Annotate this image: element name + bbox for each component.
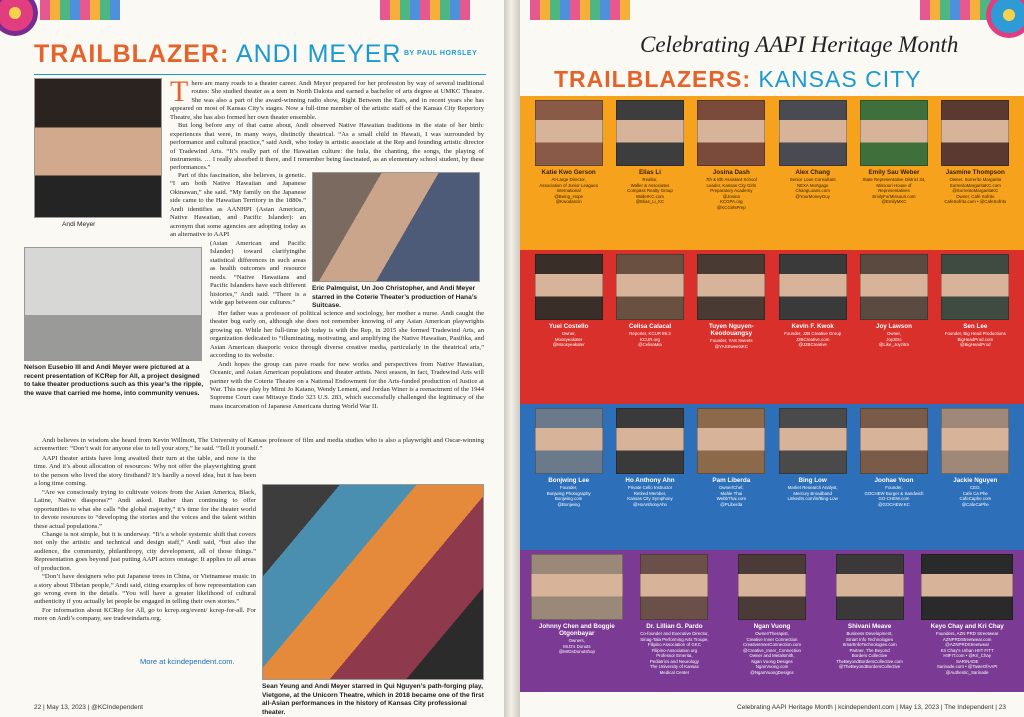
article-col-d	[34, 455, 256, 624]
leader-name: Celisa Calacal	[628, 323, 672, 330]
leader-portrait	[697, 408, 765, 474]
leader-portrait	[836, 554, 904, 620]
right-folio: Celebrating AAPI Heritage Month | kcindependent.com | May 13, 2023 | The Independent | 23	[737, 704, 1006, 711]
right-page	[520, 0, 1024, 717]
leader-card	[693, 254, 770, 404]
leader-details: 7th & 8th Assistant School Leader, Kansas City Girls Preparatory Academy @Josina KCGPA.org @KCGirlsPrep	[705, 177, 757, 210]
nelson-andi-photo	[24, 247, 202, 361]
more-link[interactable]: More at kcindependent.com.	[140, 657, 235, 666]
leader-portrait	[535, 100, 603, 166]
caption-nelson: Nelson Eusebio III and Andi Meyer were pictured at a recent presentation of KCRep for All, a project designed to take theater productions such as this year’s the ripple, the wave that carried me home, into community venues.	[24, 364, 204, 397]
article-full	[34, 437, 484, 454]
leader-card	[611, 254, 688, 404]
leader-details: Founder, GOCHEW Burger & Sandwich GO-CHEW.com @GOCHEW.KC	[864, 485, 924, 507]
paragraph-11: “Don’t have designers who put Japanese trees in China, or Vietnamese music in a story about Tibetan people,” Andi said, citing examples of how representation can go wrong even in the details. “You will have a greater likelihood of cultural authenticity if you actually let people be engaged in telling their own stories.”	[34, 573, 256, 606]
leader-details: Reporter, KCUR 89.3 KCUR.org @CelisaMia	[629, 331, 671, 348]
drop-cap: T	[170, 75, 189, 108]
byline: BY PAUL HORSLEY	[404, 50, 478, 57]
leader-name: Kevin F. Kwok	[791, 323, 834, 330]
leader-card	[628, 554, 722, 692]
paragraph-3: Part of this fascination, she believes, is genetic. “I am both Native Hawaiian and Japanese Okinawan,” she said. “My family on the Japanese side came to the Hawaiian Territory in the 1880s.” Andi identifies as AANHPI (Asian American, Native Hawaiian, and Pacific Islander): an acronym that some agencies are adopting today as an alternative to AAPI	[170, 172, 306, 239]
paragraph-8: AAPI theater artists have long awaited their turn at the table, and now is the time. And it’s about allocation of resources: Why not offer the playwrighting grant to the person who lived the story firsthand? It’s hardly a novel idea, but it has been a long time coming.	[34, 455, 256, 488]
paragraph-10: Change is not simple, but it is underway. “It’s a whole systemic shift that covers not only the artistic and technical and design staff,” Andi said, “but also the audience, the community, philanthropy, city development, all of those things.” Representation goes beyond just putting AAPI actors onstage: It applies to all areas of production.	[34, 530, 256, 572]
leader-portrait	[941, 100, 1009, 166]
leader-card	[530, 408, 607, 550]
leader-portrait	[921, 554, 1013, 620]
leader-name: Shivani Meave	[847, 623, 892, 630]
leader-portrait	[860, 100, 928, 166]
leader-card	[855, 408, 932, 550]
leader-card	[855, 254, 932, 404]
caption-sean: Sean Yeung and Andi Meyer starred in Qui Nguyen’s path-forging play, Vietgone, at the Unicorn Theatre, which in 2018 became one of the first all-Asian performances in the history of Kansas City professional theater.	[262, 683, 484, 716]
leader-details: Private Cello Instructor Retired Member, Kansas City Symphony @HoAnthonyAhn	[627, 485, 673, 507]
leader-details: Owner, Sorrerito Margarita SorreritoMargaritaKC.com @SorreritoMargaritaKC Owner, Café Sofrito CafeSofrito.com • @CafeSofrito	[944, 177, 1007, 205]
paragraph-12: For information about KCRep for All, go to kcrep.org/event/ kcrep-for-all. For more on Andi’s company, see tradewindarts.org.	[34, 606, 256, 623]
leader-portrait	[697, 100, 765, 166]
leader-name: Sen Lee	[963, 323, 988, 330]
leader-portrait	[738, 554, 806, 620]
leader-card	[725, 554, 819, 692]
leader-name: Keyo Chay and Kri Chay	[930, 623, 1004, 630]
headline-part-a: TRAILBLAZER:	[34, 40, 230, 68]
leader-card	[823, 554, 917, 692]
leader-details: Owner/Chef, Mahle Thai WebbThai.com @PLiberda	[716, 485, 747, 507]
title-part-b: KANSAS CITY	[758, 66, 922, 92]
leader-details: Business Development, Smart Info Technologies SmartInfoTechnologies.com Partner, The Beyond Borders Collective TheBeyondBordersCollective.com @TheBeyondBordersCollective	[836, 631, 903, 670]
flower-ornament	[986, 0, 1024, 38]
title-rule	[34, 74, 486, 75]
article-col-c	[210, 310, 484, 411]
leader-name: Ngan Vuong	[753, 623, 791, 630]
leader-portrait	[779, 100, 847, 166]
leader-name: Ho Anthony Ahn	[625, 477, 675, 484]
headline-part-b: ANDI MEYER	[235, 40, 402, 68]
leader-details: State Representative District 34, Missouri House of Representatives EmilyForMissouri.com @EmilyMKC	[862, 177, 926, 205]
leader-card	[530, 554, 624, 692]
title-part-a: TRAILBLAZERS:	[554, 66, 751, 92]
leader-name: Elias Li	[638, 169, 662, 176]
leader-portrait	[860, 254, 928, 320]
paragraph-4: (Asian American and Pacific Islander) toward clarifyingthe statistical differences in such areas as health outcomes and resource needs. “Native Hawaiians and Pacific Islanders have such different histories,” Andi said. “There is a wide gap between our cultures.”	[210, 240, 306, 307]
leader-portrait	[616, 408, 684, 474]
paragraph-5: Her father was a professor of political science and sociology, her mother a nurse. Andi caught the theater bug early on, although she does not remember knowing of any Asian American playwrights growing up. While her full-time job today is with the Rep, in 2015 she formed Tradewind Arts, an organization dedicated to “illuminating, motivating, and amplifying the Native Hawaiian, Pasifika, and Asian American diasporic voice through diverse creative media, particularly in the theatrical arts,” according to its website.	[210, 310, 484, 360]
leader-details: Owner, Moosyeakater @Moosyeakater	[552, 331, 585, 348]
leader-name: Pam Liberda	[712, 477, 751, 484]
leader-card	[774, 408, 851, 550]
leader-portrait	[779, 254, 847, 320]
leader-details: Founder, Big Head Productions BigHeadProd.com @BigHeadProd	[944, 331, 1006, 348]
leader-portrait	[941, 254, 1009, 320]
leaders-row-1	[520, 96, 1024, 250]
leader-card	[774, 100, 851, 250]
paragraph-6: Andi hopes the group can pave roads for new works and perspectives from Native Hawaiian, Oceanic, and Asian American populations and theater artists. Next season, in fact, Tradewind Arts will partner with the Coterie Theatre on a National Endowment for the Arts-funded production of Justice at War. This new play by Mimi Jo Katano, Wendy Lement, and Jordan Winer is a reenactment of the 1944 Supreme Court case Mitsuye Endo 323 U.S. 283, which successfully challenged the legitimacy of the mass incarceration of Japanese Americans during World War II.	[210, 360, 484, 410]
leader-details: Owner, JoyzEtc @Like_Joyzitra	[878, 331, 910, 348]
floral-border	[40, 0, 120, 20]
leader-portrait	[640, 554, 708, 620]
leader-portrait	[531, 554, 623, 620]
page-title	[34, 40, 401, 69]
left-page	[0, 0, 504, 717]
leader-details: CEO, Cafe Ca Phe CafeCaphe.com @CafeCaPhe	[959, 485, 992, 507]
leader-name: Joy Lawson	[875, 323, 912, 330]
floral-border	[530, 0, 630, 20]
left-folio: 22 | May 13, 2023 | @KCIndependent	[34, 704, 143, 711]
leader-details: Founder, J2B Creative Group J2BCreative.com @J2BCreative	[784, 331, 842, 348]
leader-portrait	[616, 100, 684, 166]
leader-details: At-Large Director, Association of Junior Leagues International @Being_Hope @Kwodancin	[539, 177, 598, 205]
leader-portrait	[860, 408, 928, 474]
gutter	[504, 0, 520, 717]
heritage-month-heading: Celebrating AAPI Heritage Month	[640, 32, 959, 57]
leader-name: Tuyen Nguyen-Keodouangsy	[708, 323, 754, 338]
leader-name: Dr. Lillian G. Pardo	[646, 623, 703, 630]
leader-name: Johnny Chen and Boggie Otgonbayar	[538, 623, 615, 638]
leader-details: Co-founder and Executive Director, Sinag-Tala Performing Arts Troupe, Filipino Association of GKC Filipino-Association.org Professor Emerita, Pediatrics and Neurology The University of Kansas Medical Center	[640, 631, 709, 675]
leader-name: Alex Chang	[795, 169, 830, 176]
leader-name: Jackie Nguyen	[953, 477, 998, 484]
leader-card	[937, 100, 1014, 250]
leader-card	[693, 100, 770, 250]
leader-portrait	[697, 254, 765, 320]
leader-name: Bing Low	[798, 477, 827, 484]
leader-details: Founder, YAS Sweets @YASSweetsKC	[710, 338, 753, 349]
leader-portrait	[535, 408, 603, 474]
leader-card	[611, 408, 688, 550]
leader-card	[920, 554, 1014, 692]
leader-details: Owner/Therapist, Creative Inner Connection CreativeInnerConnection.com @Creative_Inner_Connection Owner and Metalsmith, Ngan Vuong Designs NganVuong.com @NganVuongDesigns	[742, 631, 802, 675]
flower-ornament	[0, 0, 38, 36]
paragraph-2: But long before any of that came about, Andi observed Native Hawaiian traditions in the state of her birth: experiences that were, in many ways, distinctly theatrical. “As a small child in Hawaii, I was surrounded by performance and cultural practice,” said Andi, who today is artistic associate at the Rep and founding artistic director of Tradewind Arts. “It’s really part of the Hawaiian culture: the hula, the chanting, the songs, the playing of instruments. … I really absorbed it there, and I remember being fascinated, as an elementary school student, by these performances.”	[170, 122, 484, 172]
caption-andi: Andi Meyer	[62, 221, 96, 228]
leader-name: Joohae Yoon	[874, 477, 914, 484]
leader-details: Founders, AZN PRD Streetwear AZNPRDStreetwear.com @AZNPRDStreetwear Kri Chay's Urban HIIT FITT HIIFIT.com • @Kri_Chay SARINADE Sarinade.com • @TasteOfAAPI @Authentic_Sarinade	[935, 631, 999, 675]
leader-card	[855, 100, 932, 250]
leaders-row-4	[520, 550, 1024, 692]
leaders-row-3	[520, 404, 1024, 550]
leader-card	[611, 100, 688, 250]
leader-card	[937, 408, 1014, 550]
andi-meyer-photo	[34, 78, 162, 218]
caption-eric: Eric Palmquist, Un Joo Christopher, and Andi Meyer starred in the Coterie Theater’s production of Hana’s Suitcase.	[312, 285, 477, 310]
leader-portrait	[779, 408, 847, 474]
leader-name: Jasmine Thompson	[945, 169, 1005, 176]
leader-card	[774, 254, 851, 404]
leader-card	[530, 100, 607, 250]
leader-details: Realtor, Waller & Associates Compass Realty Group WallerKC.com @Elias_Li_KC	[627, 177, 673, 205]
hanas-suitcase-photo	[312, 172, 480, 282]
leader-name: Emily Sau Weber	[868, 169, 920, 176]
leader-card	[530, 254, 607, 404]
paragraph-7: Andi believes in wisdom she heard from Kevin Willmott, The University of Kansas professor of film and media studies who is also a playwright and Oscar-winning screenwriter: “Don’t wait for anyone else to tell your story,” he said. “Tell it yourself.”	[34, 437, 484, 453]
leader-portrait	[535, 254, 603, 320]
leader-card	[937, 254, 1014, 404]
leader-details: Founder, Bonjwing Photography Bonjwing.com @Bonjwing	[546, 485, 591, 507]
leaders-row-2	[520, 250, 1024, 404]
leader-portrait	[616, 254, 684, 320]
leader-card	[693, 408, 770, 550]
leader-name: Katie Kwo Gerson	[541, 169, 596, 176]
leader-name: Bonjwing Lee	[548, 477, 590, 484]
paragraph-9: “Are we consciously trying to cultivate voices from the Asian America, Black, Latine, Native diasporas?” Andi asked. Rather than continuing to offer opportunities to what she calls “the global majority,” it’s time for the theater world to devote resources to “developing the stories and the voices and the talent within these actual populations.”	[34, 488, 256, 530]
floral-border	[380, 0, 470, 20]
leader-name: Yuei Costello	[548, 323, 589, 330]
article-col-a	[170, 172, 306, 240]
leader-details: Senior Loan Consultant NEXA Mortgage ChangLoans.com @YourMoneyGuy	[789, 177, 836, 199]
paragraph-intro: here are many roads to a theater career. Andi Meyer prepared for her profession by way of several traditional routes: She studied theater as a teen in North Dakota and earned a bachelor of arts degree at UMKC Theatre. She was also a part of the award-winning radio show, Right Between the Ears, and in recent years she has appeared on most of Kansas City’s stages. Now a full-time member of the artistic staff of the Kansas City Repertory Theatre, she has also formed her own theater ensemble.	[170, 80, 484, 121]
leader-portrait	[941, 408, 1009, 474]
article-intro	[170, 75, 484, 173]
leader-details: Owners, Mr.D's Donuts @MrDsDonutshop	[558, 638, 595, 655]
vietgone-photo	[262, 484, 484, 680]
leader-details: Market Research Analyst, Mercury Broadband LinkedIn.com/in/Bing-Low	[787, 485, 838, 502]
article-col-b	[210, 240, 306, 308]
leader-name: Josina Dash	[712, 169, 750, 176]
